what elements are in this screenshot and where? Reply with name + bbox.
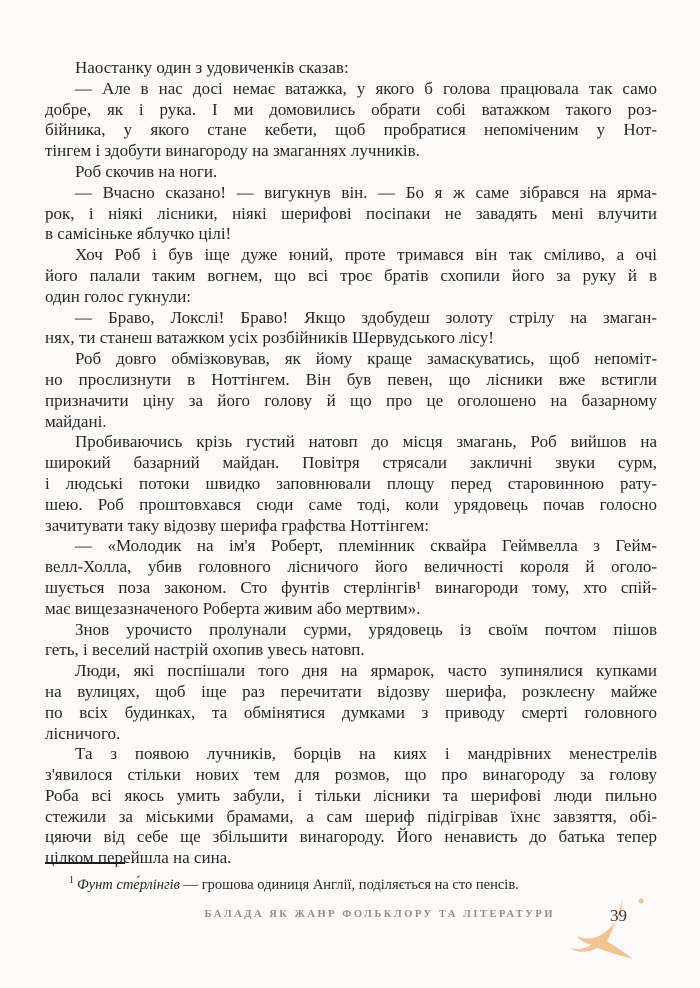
paragraph	[45, 744, 657, 869]
text-line: Та з появою лучників, борців на киях і мандрівних менестрелів	[75, 744, 657, 764]
text-line: і людські потоки швидко заповнювали площу перед старовинною рату-	[45, 473, 657, 493]
footnote-divider	[45, 862, 125, 864]
text-block	[45, 58, 657, 869]
paragraph	[45, 308, 657, 350]
text-line: шею. Роб проштовхався сюди саме тоді, коли урядовець почав голосно	[45, 494, 657, 514]
text-line: Люди, які поспішали того дня на ярмарок, часто зупинялися купками	[75, 661, 657, 681]
text-line: — Вчасно сказано! — вигукнув він. — Бо я ж саме зібрався на ярма-	[75, 182, 657, 202]
text-line: по всіх будинках, та обмінятися думками з приводу смерті головного	[45, 702, 657, 722]
running-title: БАЛАДА ЯК ЖАНР ФОЛЬКЛОРУ ТА ЛІТЕРАТУРИ	[204, 909, 555, 920]
text-line: нях, ти станеш ватажком усіх розбійників Шервудського лісу!	[45, 328, 494, 348]
text-line: Пробиваючись крізь густий натовп до місця змагань, Роб вийшов на	[75, 432, 657, 452]
text-line: широкий базарний майдан. Повітря стрясали закличні звуки сурм,	[45, 453, 657, 473]
text-line: один голос гукнули:	[45, 286, 192, 306]
paragraph	[45, 162, 657, 183]
paragraph	[45, 58, 657, 79]
text-line: майдані.	[45, 411, 107, 431]
paragraph	[45, 661, 657, 744]
text-line: добре, як і рука. І ми домовились обрати собі ватажком такого роз-	[45, 99, 657, 119]
paragraph	[45, 245, 657, 307]
text-line: має вищезазначеного Роберта живим або мертвим».	[45, 598, 421, 618]
paragraph	[45, 432, 657, 536]
text-line: геть, і веселий настрій охопив увесь натовп.	[45, 640, 365, 660]
footnote-block	[45, 862, 657, 895]
text-line: бійника, у якого стане кебети, щоб пробратися непоміченим у Нот-	[45, 120, 657, 140]
paragraph	[45, 620, 657, 662]
text-line: в самісіньке яблучко цілі!	[45, 224, 232, 244]
text-line: Роб довго обмізковував, як йому краще замаскуватись, щоб непоміт-	[75, 349, 657, 369]
text-line: но прослизнути в Ноттінгем. Він був певен, що лісники вже встигли	[45, 369, 657, 389]
text-line: цілком перейшла на сина.	[45, 848, 232, 868]
text-line: шується поза законом. Сто фунтів стерлінгів¹ винагороди тому, хто спій-	[45, 577, 657, 597]
text-line: Роб скочив на ноги.	[75, 161, 218, 181]
paragraph	[45, 349, 657, 432]
text-line: з'явилося стільки нових тем для розмов, що про винагороду за голову	[45, 765, 657, 785]
footnote-marker: 1	[69, 875, 74, 886]
text-line: Знов урочисто пролунали сурми, урядовець із своїм почтом пішов	[75, 619, 657, 639]
footnote-text	[45, 871, 657, 895]
text-line: велл-Холла, убив головного лісничого його величності короля й оголо-	[45, 557, 657, 577]
footnote-term: Фунт сте́рлінгів	[77, 876, 180, 893]
text-line: Хоч Роб і був іще дуже юний, проте тримався він так сміливо, а очі	[75, 245, 657, 265]
bird-ornament	[563, 895, 649, 959]
bird-ornament-dot	[638, 898, 643, 903]
paragraph	[45, 79, 657, 162]
text-line: призначити ціну за його голову й що про це оголошено на базарному	[45, 390, 657, 410]
text-line: Роба всі якось умить забули, і тільки лісники та шерифові люди пильно	[45, 785, 657, 805]
paragraph	[45, 536, 657, 619]
text-line: — «Молодик на ім'я Роберт, племінник сквайра Геймвелла з Гейм-	[75, 536, 657, 556]
text-line: зачитувати таку відозву шерифа графства Ноттінгем:	[45, 515, 430, 535]
text-line: тінгем і здобути винагороду на змаганнях лучників.	[45, 141, 420, 161]
text-line: — Браво, Локслі! Браво! Якщо здобудеш золоту стрілу на змаган-	[75, 307, 657, 327]
page-footer	[45, 903, 657, 973]
text-line: рок, і ніякі лісники, ніякі шерифові посіпаки не завадять мені влучити	[45, 203, 657, 223]
footnote-definition: — грошова одиниця Англії, поділяється на сто пенсів.	[179, 876, 519, 893]
text-line: його палали таким вогнем, що всі троє братів схопили його за руку й в	[45, 265, 657, 285]
text-line: на вулицях, щоб іще раз перечитати відозву шерифа, розклеєну майже	[45, 681, 657, 701]
text-line: цяючи від себе ще збільшити винагороду. Його ненависть до батька тепер	[45, 827, 657, 847]
paragraph	[45, 183, 657, 245]
text-line: Наостанку один з удовиченків сказав:	[75, 58, 349, 77]
page-number: 39	[610, 906, 627, 925]
text-line: лісничого.	[45, 723, 121, 743]
text-line: — Але в нас досі немає ватажка, у якого б голова працювала так само	[75, 78, 657, 98]
text-line: стежили за міськими брамами, а сам шериф підігрівав їхнє завзяття, обі-	[45, 806, 657, 826]
